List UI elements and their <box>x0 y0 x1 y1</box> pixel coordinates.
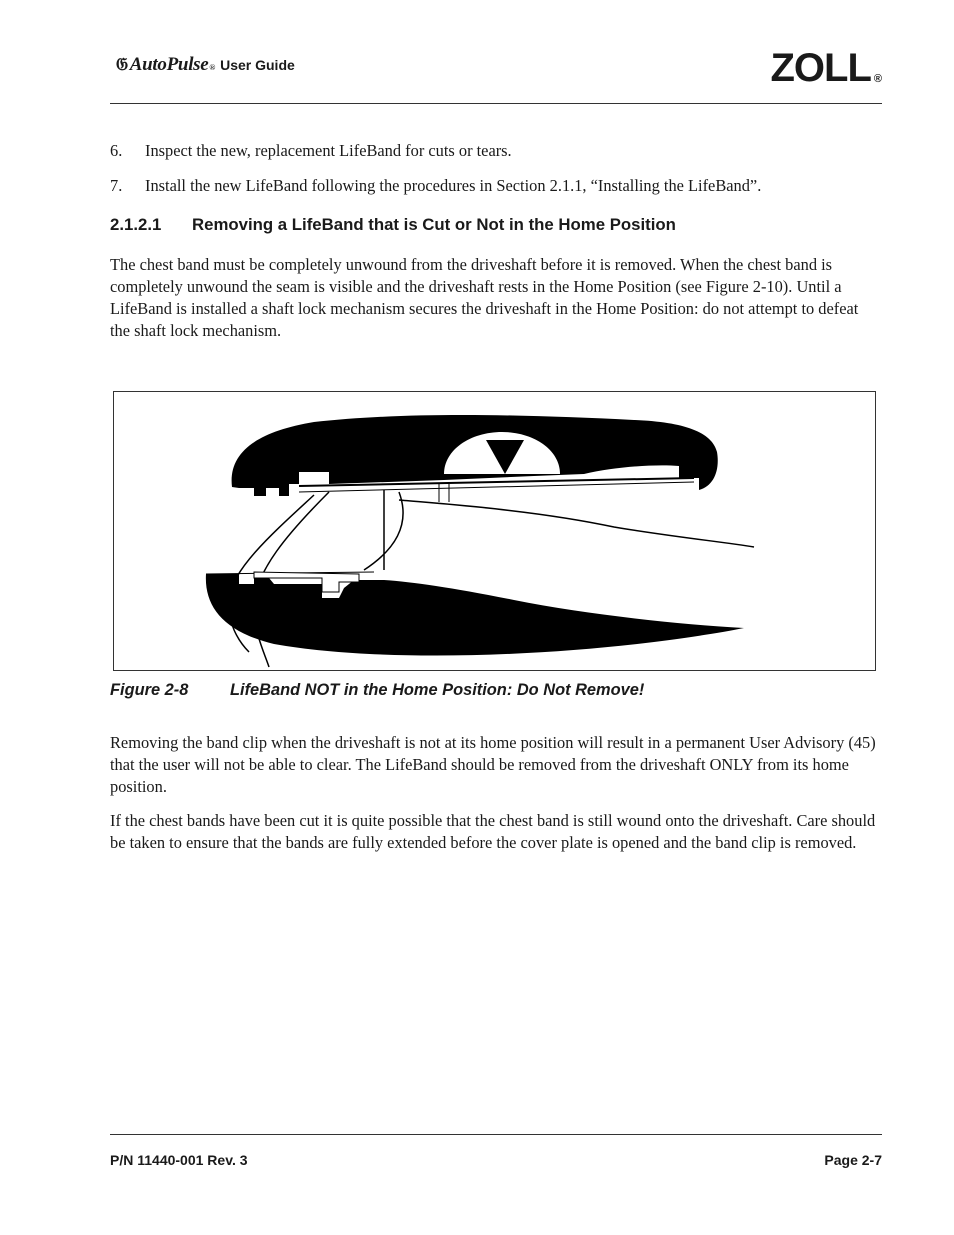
body-paragraph: If the chest bands have been cut it is quite possible that the chest band is still wound onto the driveshaft. Care should be taken to ensure that the bands are fully extended before the cover plate is opened and the band clip is removed. <box>110 811 876 852</box>
step-number: 6. <box>110 141 123 160</box>
page-number: Page 2-7 <box>824 1152 882 1168</box>
header-divider <box>110 103 882 104</box>
zoll-logo <box>770 46 882 91</box>
step-number: 7. <box>110 176 123 195</box>
section-title: Removing a LifeBand that is Cut or Not in the Home Position <box>192 215 676 234</box>
company-registered-mark: ® <box>873 73 882 85</box>
footer-divider <box>110 1134 882 1135</box>
part-number: P/N 11440-001 Rev. 3 <box>110 1152 248 1168</box>
figure-label: Figure 2-8 <box>110 681 189 699</box>
brand-name: AutoPulse <box>129 54 209 75</box>
body-paragraph: The chest band must be completely unwound from the driveshaft before it is removed. When the chest band is completely unwound the seam is visible and the driveshaft rests in the Home Position (see Figure 2-10). Until a LifeBand is installed a shaft lock mechanism secures the driveshaft in the Home Position: do not attempt to defeat the shaft lock mechanism. <box>110 255 859 340</box>
autopulse-swirl-icon: 𝔊 <box>116 55 128 74</box>
autopulse-logo <box>116 54 295 76</box>
step-text: Install the new LifeBand following the procedures in Section 2.1.1, “Installing the LifeBand”. <box>145 176 762 195</box>
lifeband-drawing <box>114 392 876 671</box>
figure-caption <box>110 679 882 701</box>
body-paragraph: Removing the band clip when the driveshaft is not at its home position will result in a permanent User Advisory (45) that the user will not be able to clear. The LifeBand should be removed from the driveshaft ONLY from its home position. <box>110 733 876 796</box>
step-item <box>110 175 882 197</box>
company-name: ZOLL <box>770 46 871 90</box>
figure-illustration <box>113 391 876 671</box>
section-heading <box>110 214 882 236</box>
section-number: 2.1.2.1 <box>110 215 162 234</box>
figure-caption-text: LifeBand NOT in the Home Position: Do Not Remove! <box>230 681 645 699</box>
base-plate-shape <box>206 574 744 656</box>
step-text: Inspect the new, replacement LifeBand for cuts or tears. <box>145 141 512 160</box>
page-header <box>110 44 882 104</box>
header-subtitle: User Guide <box>220 57 295 73</box>
step-item <box>110 140 882 162</box>
brand-registered-mark: ® <box>209 63 216 72</box>
